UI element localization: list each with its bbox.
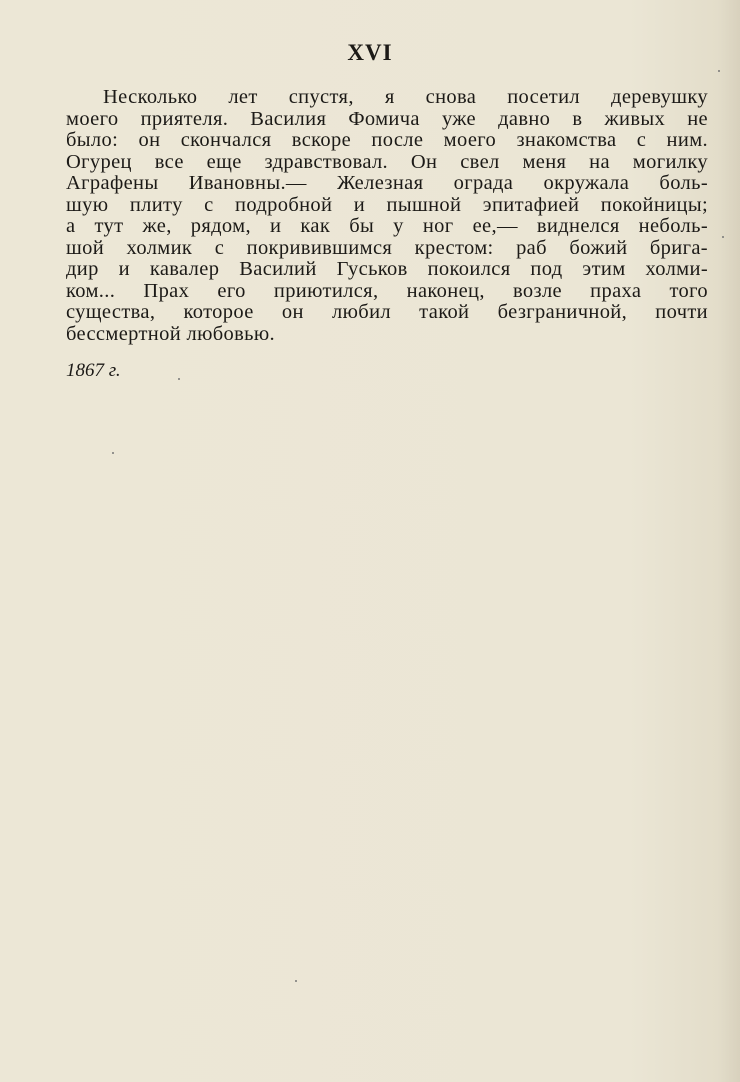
chapter-heading: XVI: [347, 40, 393, 65]
paper-speck: [295, 980, 297, 982]
paper-speck: [178, 378, 180, 380]
date-note: 1867 г.: [66, 360, 121, 381]
text-line: ком... Прах его приютился, наконец, возле праха того: [66, 279, 708, 302]
text-line: шой холмик с покривившимся крестом: раб божий брига-: [66, 236, 708, 259]
text-line: дир и кавалер Василий Гуськов покоился под этим холми-: [66, 258, 708, 280]
text-line: было: он скончался вскоре после моего знакомства с ним.: [66, 129, 708, 151]
paragraph: [66, 87, 708, 345]
text-line: бессмертной любовью.: [66, 322, 275, 345]
text-line: шую плиту с подробной и пышной эпитафией покойницы;: [66, 193, 708, 216]
text-line: Несколько лет спустя, я снова посетил деревушку: [103, 86, 708, 108]
paper-speck: [112, 452, 114, 454]
text-line: моего приятеля. Василия Фомича уже давно в живых не: [66, 107, 708, 130]
text-line: существа, которое он любил такой безграничной, почти: [66, 301, 708, 323]
text-line: а тут же, рядом, и как бы у ног ее,— виднелся неболь-: [66, 215, 708, 237]
text-line: Аграфены Ивановны.— Железная ограда окружала боль-: [66, 172, 708, 194]
paper-speck: [722, 236, 724, 238]
text-line: Огурец все еще здравствовал. Он свел меня на могилку: [66, 150, 708, 173]
paper-speck: [718, 70, 720, 72]
